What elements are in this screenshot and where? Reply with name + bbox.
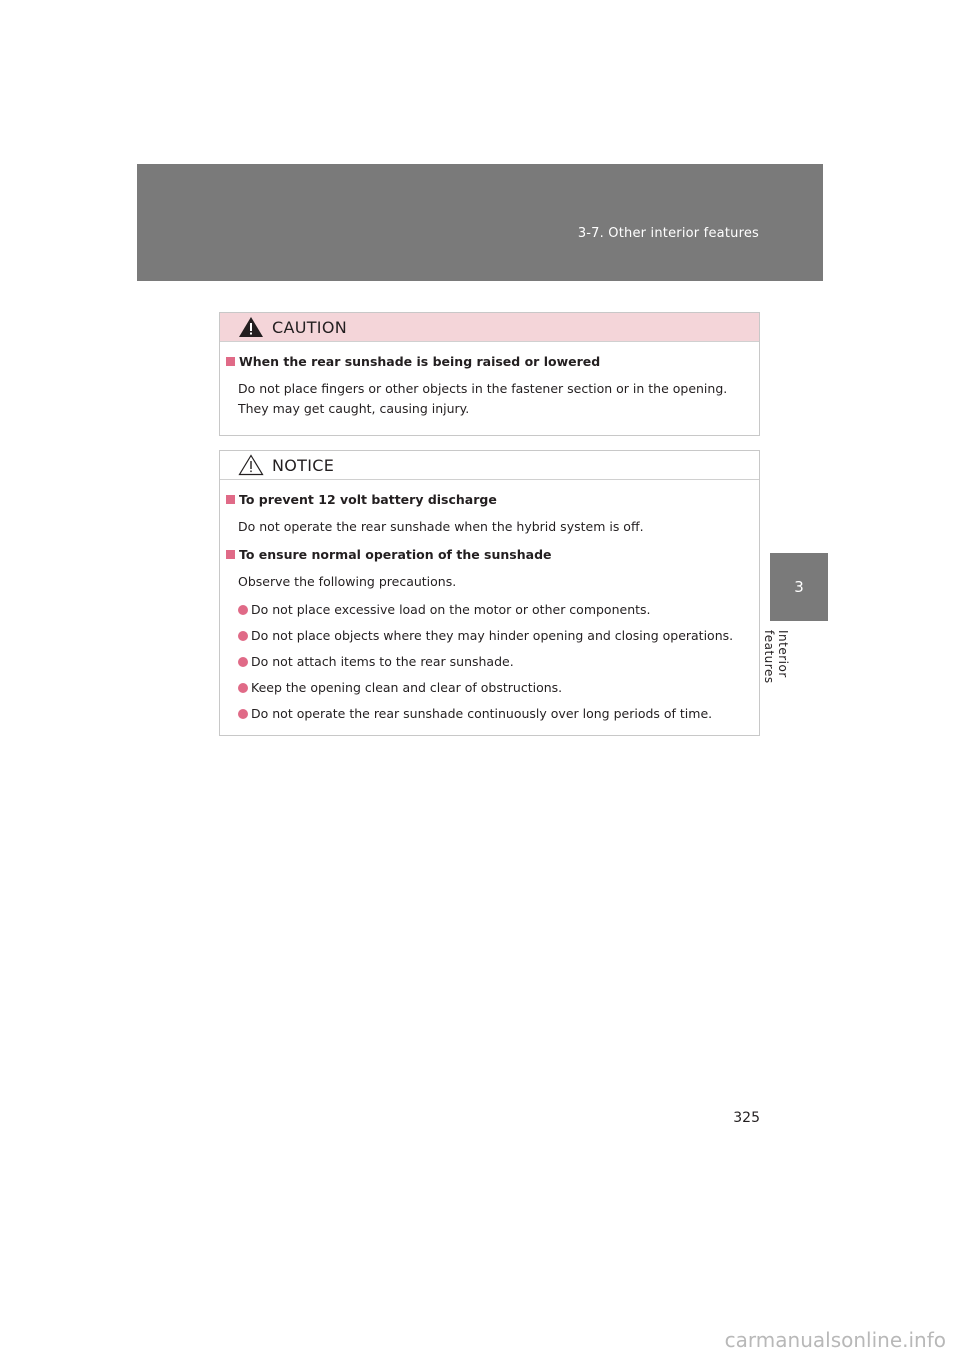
notice-heading-2-text: To ensure normal operation of the sunshade [239, 547, 552, 562]
list-item [238, 654, 745, 670]
notice-heading-1-text: To prevent 12 volt battery discharge [239, 492, 497, 507]
circle-bullet-icon [238, 683, 248, 693]
list-item [238, 706, 745, 722]
square-bullet-icon [226, 357, 235, 366]
notice-header [220, 451, 759, 480]
warning-triangle-icon [238, 316, 264, 338]
caution-box [219, 312, 760, 436]
square-bullet-icon [226, 495, 235, 504]
warning-triangle-outline-icon [238, 454, 264, 476]
bullet-text: Keep the opening clean and clear of obstructions. [251, 680, 563, 695]
caution-body [220, 342, 759, 419]
watermark[interactable]: carmanualsonline.info [724, 1328, 946, 1352]
caution-heading-text: When the rear sunshade is being raised or lowered [239, 354, 601, 369]
circle-bullet-icon [238, 631, 248, 641]
notice-heading-2 [226, 547, 745, 562]
notice-body [220, 480, 759, 722]
caution-line-1: Do not place fingers or other objects in the fastener section or in the opening. [238, 381, 728, 396]
circle-bullet-icon [238, 709, 248, 719]
caution-title: CAUTION [272, 317, 347, 337]
caution-line-2: They may get caught, causing injury. [238, 401, 470, 416]
bullet-text: Do not place excessive load on the motor or other components. [251, 602, 651, 617]
circle-bullet-icon [238, 657, 248, 667]
chapter-label: Interior features [762, 630, 790, 684]
bullet-text: Do not attach items to the rear sunshade. [251, 654, 514, 669]
list-item [238, 680, 745, 696]
notice-text-1: Do not operate the rear sunshade when the hybrid system is off. [238, 519, 644, 534]
list-item [238, 602, 745, 618]
caution-header [220, 313, 759, 342]
notice-title: NOTICE [272, 455, 335, 475]
notice-heading-1 [226, 492, 745, 507]
square-bullet-icon [226, 550, 235, 559]
chapter-number: 3 [794, 578, 804, 596]
bullet-text: Do not operate the rear sunshade continuously over long periods of time. [251, 706, 713, 721]
chapter-tab [770, 553, 828, 621]
notice-text-2: Observe the following precautions. [238, 574, 457, 589]
caution-heading [226, 354, 745, 369]
page-number: 325 [733, 1110, 760, 1126]
caution-text [238, 379, 745, 419]
header-band [137, 164, 823, 281]
section-title: 3-7. Other interior features [577, 226, 759, 241]
bullet-text: Do not place objects where they may hinder opening and closing operations. [251, 628, 734, 643]
circle-bullet-icon [238, 605, 248, 615]
notice-box [219, 450, 760, 736]
list-item [238, 628, 745, 644]
